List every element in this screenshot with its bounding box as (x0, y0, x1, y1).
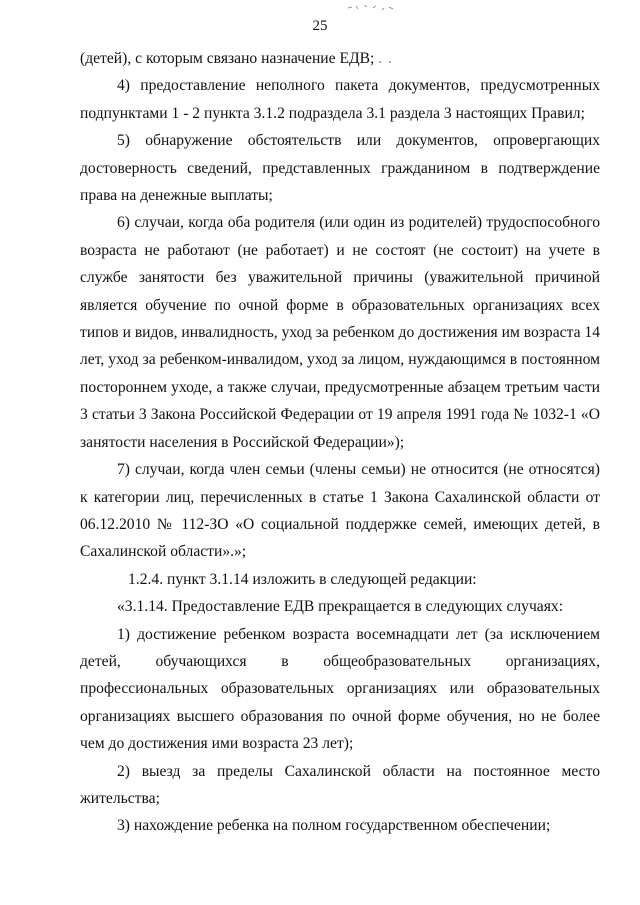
document-body (80, 45, 600, 840)
paragraph-text: (детей), с которым связано назначение ЕДВ; (80, 50, 375, 67)
termination-item-2: 2) выезд за пределы Сахалинской области на постоянное место жительства; (80, 762, 600, 807)
termination-item-3: 3) нахождение ребенка на полном государственном обеспечении; (117, 817, 551, 835)
list-item-4: 4) предоставление неполного пакета документов, предусмотренных подпунктами 1 - 2 пункта 3.1.2 подраздела 3.1 раздела 3 настоящих Правил; (80, 77, 600, 122)
list-item-7: 7) случаи, когда член семьи (члены семьи) не относится (не относятся) к категории лиц, перечисленных в статье 1 Закона Сахалинской области от 06.12.2010 № 112-ЗО «О социальной поддержке семей, имеющих детей, в Сахалинской области».»; (80, 461, 600, 561)
scan-artifact-marks (346, 2, 396, 16)
clause-heading: «3.1.14. Предоставление ЕДВ прекращается в следующих случаях: (117, 598, 564, 616)
scan-dots: . . (378, 50, 393, 67)
amendment-clause: 1.2.4. пункт 3.1.14 изложить в следующей редакции: (128, 570, 477, 588)
page-number: 25 (312, 18, 328, 34)
list-item-5: 5) обнаружение обстоятельств или документов, опровергающих достоверность сведений, представленных гражданином в подтверждение права на денежные выплаты; (80, 132, 600, 205)
paragraph-continuation (80, 45, 600, 72)
list-item-6: 6) случаи, когда оба родителя (или один из родителей) трудоспособного возраста не работают (не работает) и не состоят (не состоит) на учете в службе занятости без уважительной причины (уважительной причиной является обучение по очной форме в образовательных организациях всех типов и видов, инвалидность, уход за ребенком до достижения им возраста 14 лет, уход за ребенком-инвалидом, уход за лицом, нуждающимся в постоянном постороннем уходе, а также случаи, предусмотренные абзацем третьим части 3 статьи 3 Закона Российской Федерации от 19 апреля 1991 года № 1032-1 «О занятости населения в Российской Федерации»); (80, 214, 600, 451)
termination-item-1: 1) достижение ребенком возраста восемнадцати лет (за исключением детей, обучающихся в общеобразовательных организациях, профессиональных образовательных организациях или образовательных организациях высшего образования по очной форме обучения, но не более чем до достижения ими возраста 23 лет); (80, 625, 600, 753)
